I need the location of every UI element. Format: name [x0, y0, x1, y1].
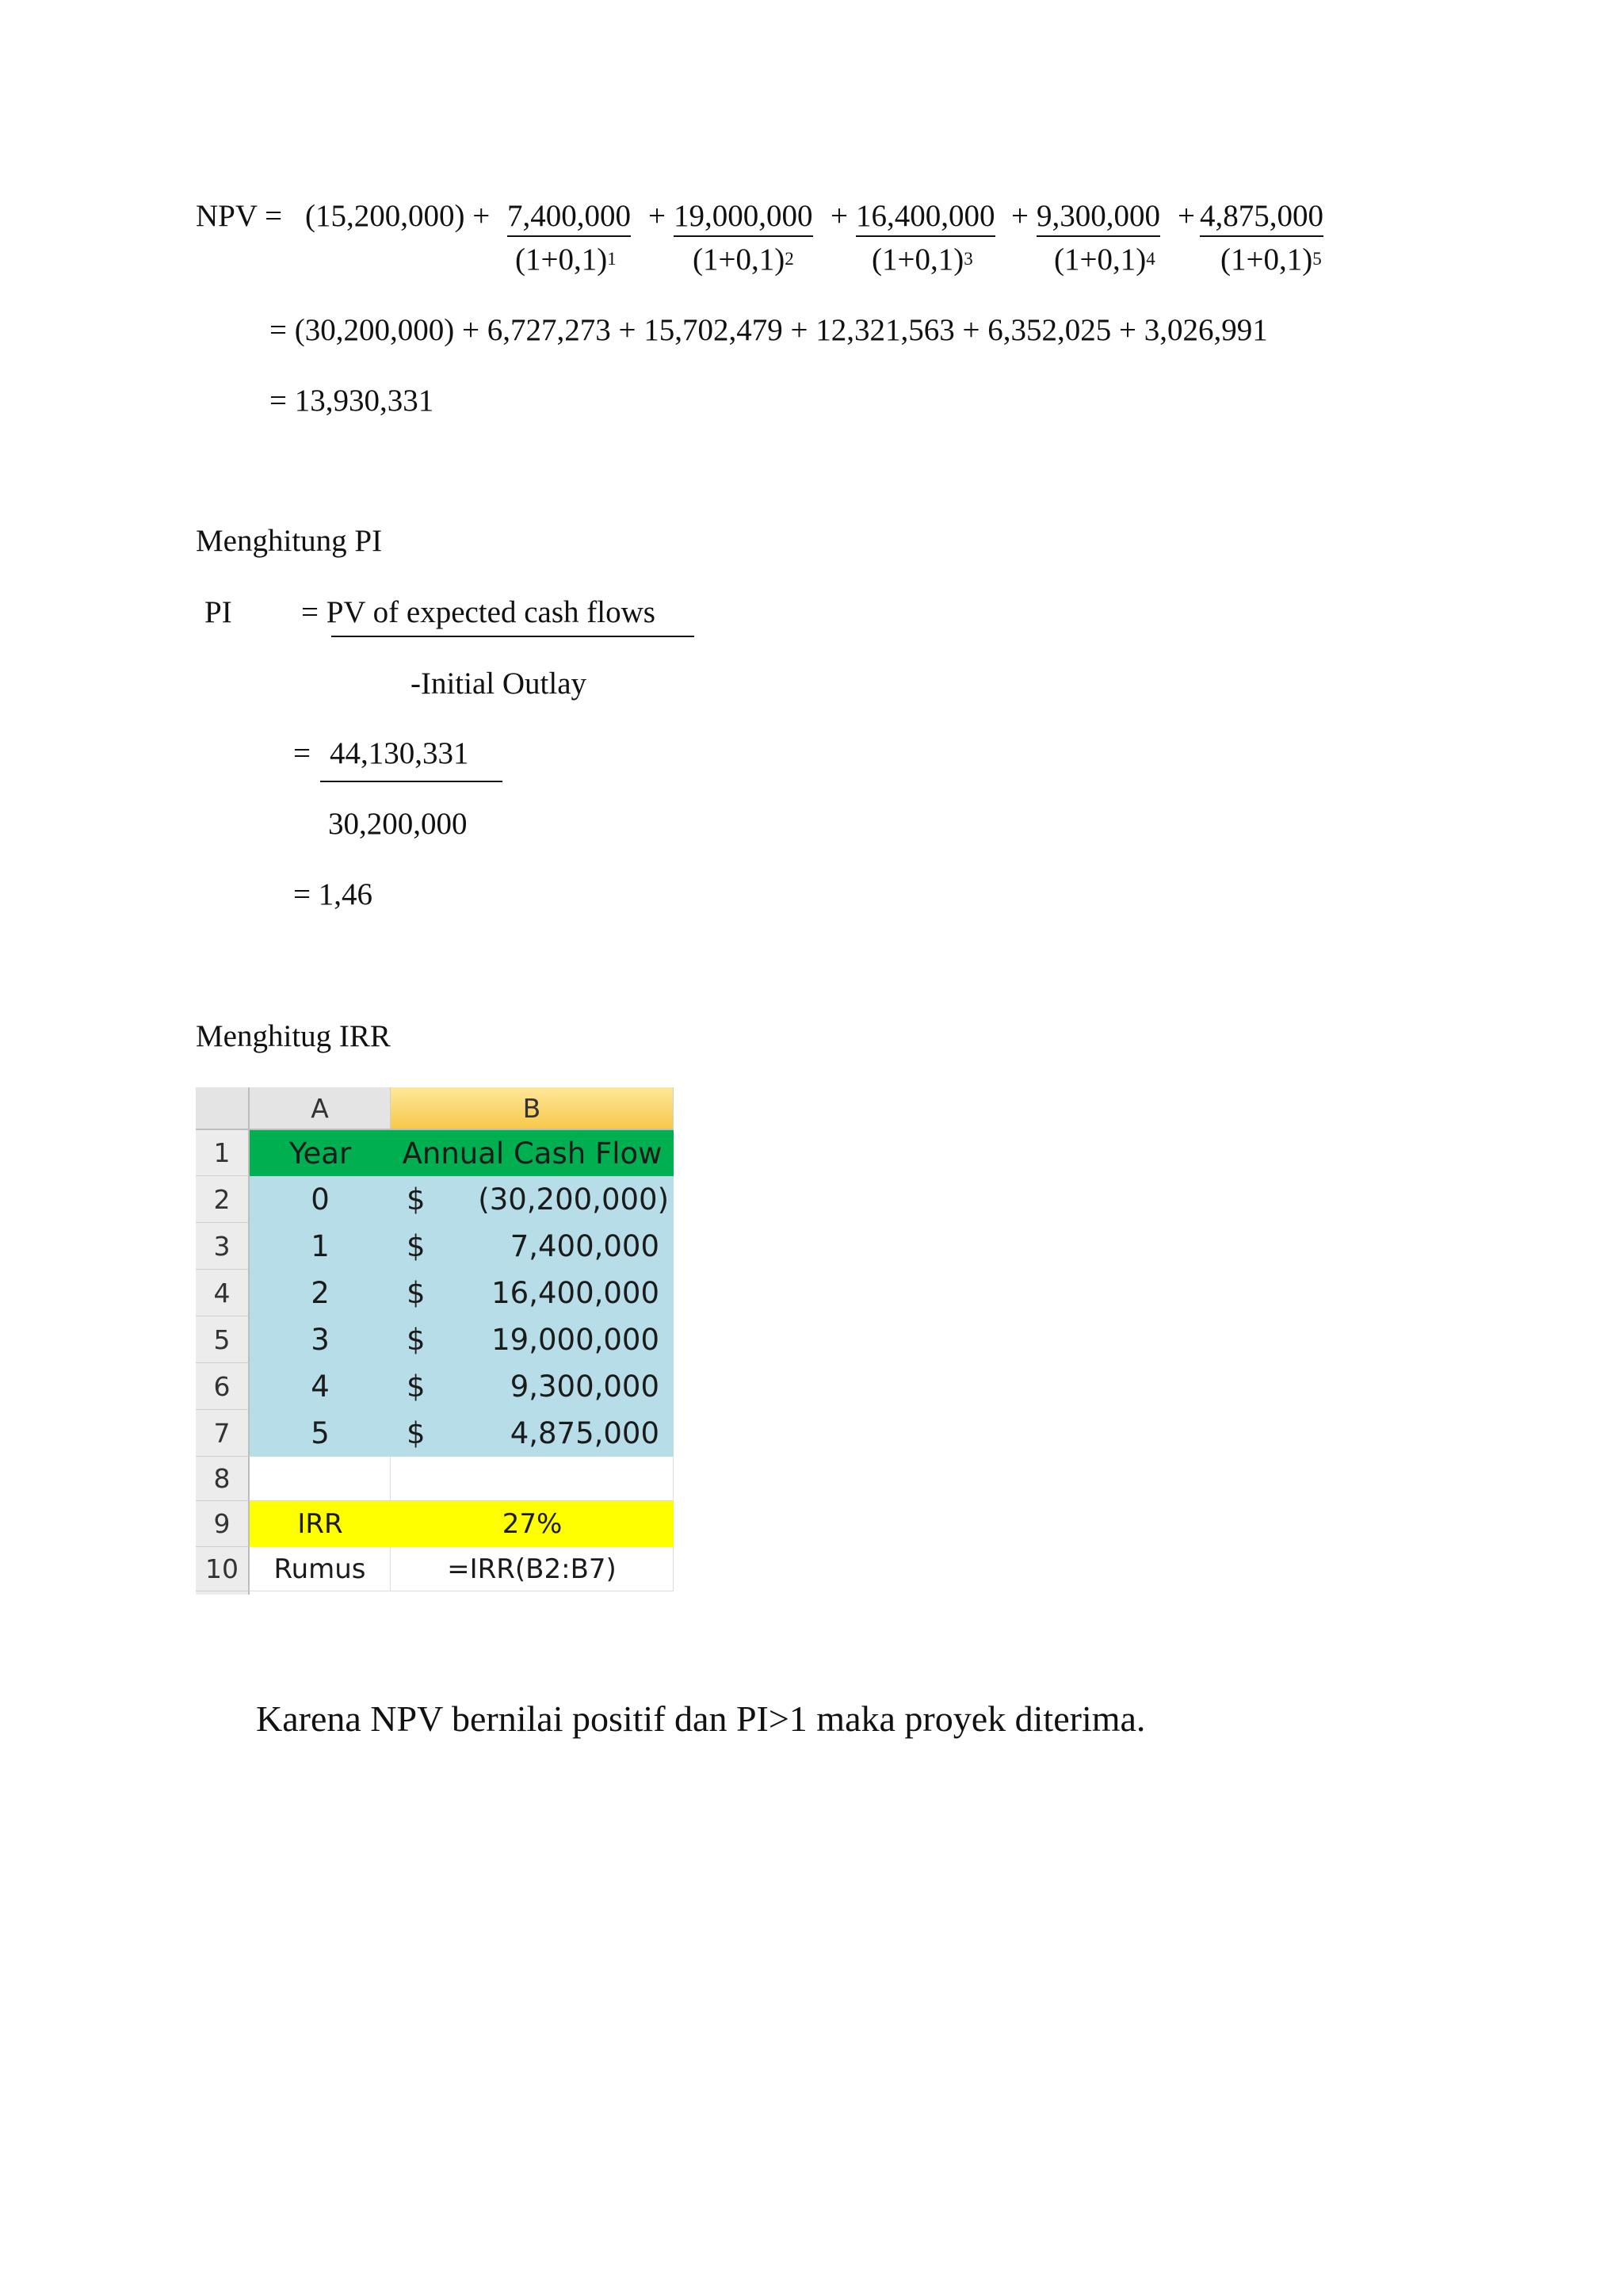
year-cell: 2 [250, 1270, 391, 1316]
pi-formula-denominator: -Initial Outlay [411, 667, 587, 701]
empty-cell [250, 1457, 391, 1501]
npv-plus-3: + [1011, 199, 1029, 233]
pi-eq-sign: = [293, 736, 311, 770]
header-year: Year [250, 1130, 391, 1176]
npv-label: NPV = [196, 199, 283, 233]
row-number: 7 [196, 1410, 250, 1457]
year-cell: 4 [250, 1363, 391, 1410]
row-number: 1 [196, 1130, 250, 1176]
npv-numerator-5: 4,875,000 [1200, 198, 1323, 237]
irr-value-cell: 27% [391, 1501, 674, 1547]
npv-denominator-3: $(1+0,1)^3$ [872, 243, 973, 277]
empty-cell [391, 1457, 674, 1501]
column-header-a: A [250, 1087, 391, 1130]
pi-label: PI [204, 595, 232, 629]
cash-flow-cell: $ (30,200,000) [391, 1176, 674, 1223]
npv-numerator-3: 16,400,000 [856, 198, 995, 237]
irr-heading: Menghitug IRR [196, 1019, 391, 1053]
pi-value-fraction-line [320, 781, 502, 782]
cash-flow-cell: $ 4,875,000 [391, 1410, 674, 1457]
npv-initial-outlay: (15,200,000) + [305, 199, 491, 233]
pi-value-numerator: 44,130,331 [330, 736, 469, 770]
npv-denominator-4: $(1+0,1)^4$ [1054, 243, 1155, 277]
npv-numerator-4: 9,300,000 [1037, 198, 1160, 237]
npv-plus-2: + [831, 199, 848, 233]
formula-label-cell: Rumus [250, 1547, 391, 1591]
row-number: 10 [196, 1547, 250, 1591]
npv-result: = 13,930,331 [269, 384, 434, 418]
cash-flow-cell: $ 9,300,000 [391, 1363, 674, 1410]
npv-plus-1: + [648, 199, 666, 233]
npv-plus-4: + [1178, 199, 1195, 233]
npv-discounted-sum: = (30,200,000) + 6,727,273 + 15,702,479 + 12,321,563 + 6,352,025 + 3,026,991 [269, 313, 1268, 347]
conclusion-text: Karena NPV bernilai positif dan PI>1 maka proyek diterima. [256, 1698, 1146, 1739]
npv-denominator-1: $(1+0,1)^1$ [515, 243, 617, 277]
year-cell: 1 [250, 1223, 391, 1270]
pi-heading: Menghitung PI [196, 524, 383, 558]
year-cell: 0 [250, 1176, 391, 1223]
row-number: 8 [196, 1457, 250, 1501]
year-cell: 3 [250, 1316, 391, 1363]
pi-result: = 1,46 [293, 877, 372, 911]
irr-spreadsheet [196, 1087, 674, 1595]
npv-denominator-2: $(1+0,1)^2$ [693, 243, 794, 277]
row-number: 4 [196, 1270, 250, 1316]
pi-formula-fraction-line [331, 636, 694, 637]
formula-value-cell: =IRR(B2:B7) [391, 1547, 674, 1591]
cash-flow-cell: $ 7,400,000 [391, 1223, 674, 1270]
sheet-corner [196, 1087, 250, 1130]
pi-formula-numerator: = PV of expected cash flows [301, 595, 655, 629]
cash-flow-cell: $ 19,000,000 [391, 1316, 674, 1363]
row-number: 3 [196, 1223, 250, 1270]
npv-numerator-1: 7,400,000 [507, 198, 631, 237]
cash-flow-cell: $ 16,400,000 [391, 1270, 674, 1316]
row-number: 9 [196, 1501, 250, 1547]
npv-denominator-5: $(1+0,1)^5$ [1220, 243, 1322, 277]
header-annual-cash-flow: Annual Cash Flow [391, 1130, 674, 1176]
pi-value-denominator: 30,200,000 [328, 807, 468, 841]
row-number-partial [196, 1591, 250, 1595]
year-cell: 5 [250, 1410, 391, 1457]
row-number: 5 [196, 1316, 250, 1363]
irr-label-cell: IRR [250, 1501, 391, 1547]
npv-numerator-2: 19,000,000 [674, 198, 813, 237]
row-number: 2 [196, 1176, 250, 1223]
row-number: 6 [196, 1363, 250, 1410]
column-header-b: B [391, 1087, 674, 1130]
